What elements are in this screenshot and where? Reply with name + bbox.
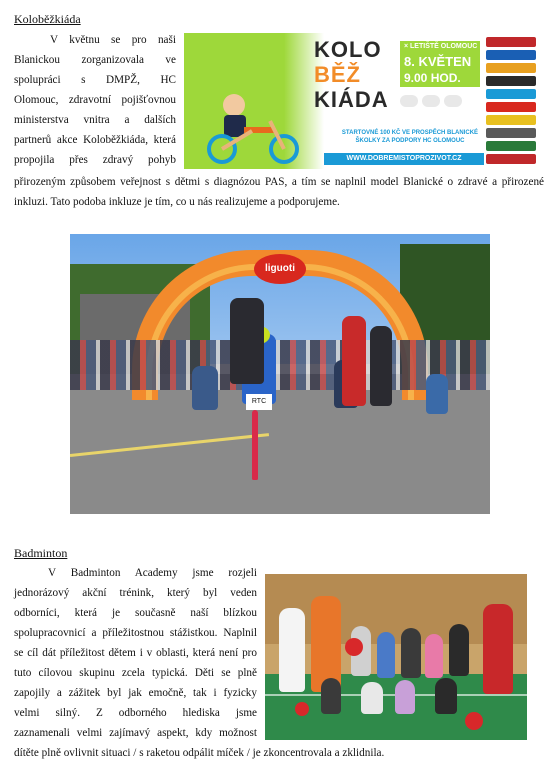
banner-title-line: BĚŽ: [314, 62, 361, 87]
paragraph-line: jednorázový akční trénink, který byl veden: [14, 587, 257, 599]
child: [425, 634, 443, 678]
child-on-bike: [426, 374, 448, 414]
sponsor-logo: [486, 50, 536, 60]
banner-title: [314, 37, 389, 112]
balance-bike-child-image: [204, 91, 304, 165]
adult-runner: [230, 298, 264, 384]
banner-event-box: [400, 41, 480, 87]
paragraph-line: partnerů akce Koloběžkiáda, která: [14, 134, 176, 146]
sponsor-logo: [486, 115, 536, 125]
adult-coach: [311, 596, 341, 692]
child: [401, 628, 421, 678]
kolobezkiada-paragraph: [14, 30, 176, 170]
paragraph-line: Olomouc, zdravotní pojišťovnou: [14, 94, 176, 106]
sponsor-logo: [486, 89, 536, 99]
child-sitting: [435, 678, 457, 714]
scooter: [252, 410, 258, 480]
red-balloon: [295, 702, 309, 716]
child: [377, 632, 395, 678]
kolobezkiada-banner: [184, 33, 538, 169]
sponsor-logo: [486, 37, 536, 47]
paragraph-line: přirozeným způsobem veřejnost s dětmi s diagnózou PAS, a tím se naplnil model Blanické o zdravé a přirozené: [14, 176, 544, 188]
child-on-bike: [192, 366, 218, 410]
paragraph-line: spolupráci s DMPŽ, HC: [14, 74, 176, 86]
kolobezkiada-paragraph-wide: [14, 172, 544, 212]
paragraph-line: tuto cílovou skupinu zcela typická. Děti se plně: [14, 667, 257, 679]
paragraph-line: propojila přes zdravý pohyb: [14, 154, 176, 166]
red-balloon: [345, 638, 363, 656]
paragraph-line: V Badminton Academy jsme rozjeli: [48, 567, 257, 579]
partner-logo: [444, 95, 462, 107]
sponsor-logo: [486, 102, 536, 112]
banner-sponsor-logos: [486, 37, 536, 164]
arch-brand-logo: liguoti: [254, 254, 306, 284]
paragraph-line: spolupracovnicí a příležitostnou stážistkou. Naplnil: [14, 627, 257, 639]
banner-date: 8. KVĚTEN: [404, 54, 472, 69]
badminton-group-photo: [265, 574, 527, 740]
child: [449, 624, 469, 676]
sponsor-logo: [486, 76, 536, 86]
sponsor-logo: [486, 141, 536, 151]
paragraph-line: zapojily a zážitek byl jak emočně, tak i fyzicky: [14, 687, 257, 699]
adult-spectator: [342, 316, 366, 406]
adult-coach: [279, 608, 305, 692]
badminton-paragraph: [14, 563, 257, 743]
section-heading-badminton: Badminton: [14, 546, 68, 560]
sponsor-logo: [486, 154, 536, 164]
paragraph-line: dítěte plně ovlivnit situaci / s raketou odpálit míček / je zkoncentrovala a zklidnila.: [14, 747, 385, 759]
section-heading-kolobezkiada: Koloběžkiáda: [14, 12, 81, 26]
paragraph-line: ministerstva vnitra a dalších: [14, 114, 176, 126]
paragraph-line: se cíl dát příležitost dětem i v oblasti, která není pro: [14, 647, 257, 659]
banner-title-line: KOLO: [314, 37, 382, 62]
sponsor-logo: [486, 128, 536, 138]
race-bib: RTC: [246, 394, 272, 410]
banner-website: WWW.DOBREMISTOPROZIVOT.CZ: [324, 153, 484, 165]
badminton-paragraph-wide: [14, 743, 414, 763]
child-sitting: [361, 682, 383, 714]
paragraph-line: velmi silný. Z odborného hlediska jsme: [14, 707, 257, 719]
banner-time: 9.00 HOD.: [404, 71, 461, 85]
paragraph-line: zaznamenali velmi zajímavý aspekt, kdy možnost: [14, 727, 257, 739]
partner-logo: [400, 95, 418, 107]
kolobezkiada-race-photo: [70, 234, 490, 514]
sponsor-logo: [486, 63, 536, 73]
adult-coach: [483, 604, 513, 694]
red-balloon: [465, 712, 483, 730]
partner-logo: [422, 95, 440, 107]
paragraph-line: Blanickou zorganizovala ve: [14, 54, 176, 66]
adult-spectator: [370, 326, 392, 406]
child-sitting: [395, 680, 415, 714]
paragraph-line: inkluzi. Tato podoba inkluze je tím, co u nás realizujeme a podporujeme.: [14, 196, 340, 208]
banner-title-line: KIÁDA: [314, 87, 389, 112]
banner-partner-logos: [400, 95, 462, 107]
child-sitting: [321, 678, 341, 714]
paragraph-line: odborníci, která je současně naší blízkou: [14, 607, 257, 619]
paragraph-line: V květnu se pro naši: [50, 34, 176, 46]
banner-place: × LETIŠTĚ OLOMOUC: [404, 43, 478, 50]
banner-charity-text: STARTOVNÉ 100 KČ VE PROSPĚCH BLANICKÉ ŠKOLKY ZA PODPORY HC OLOMOUC: [341, 130, 479, 144]
